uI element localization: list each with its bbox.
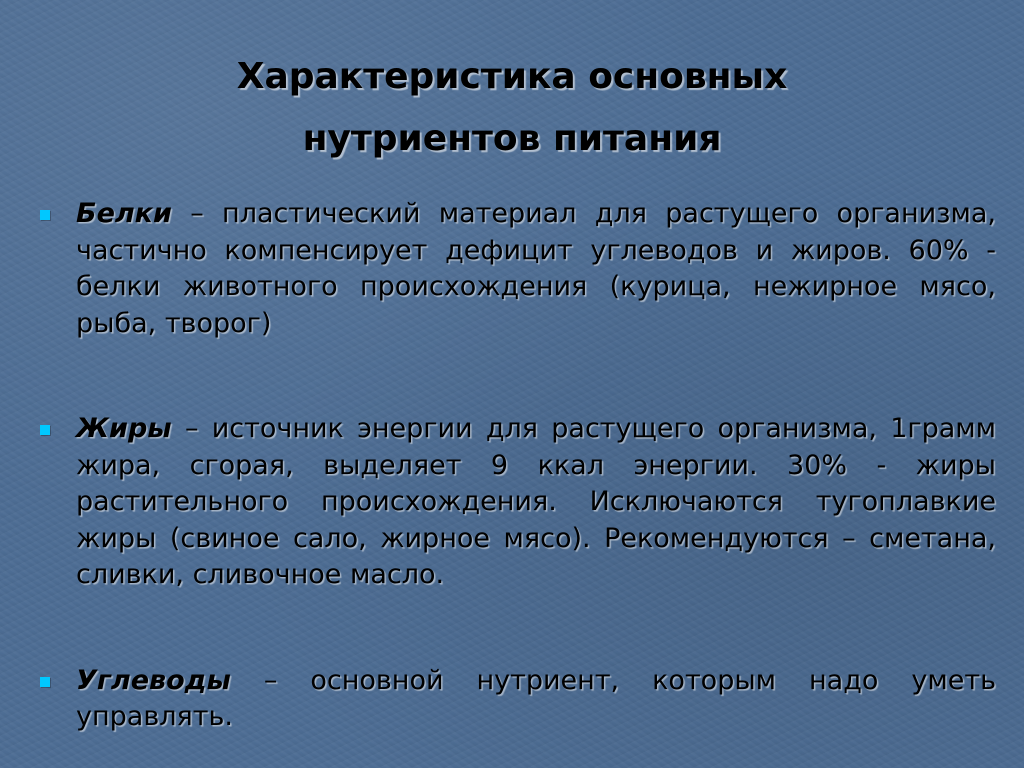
bullet-list xyxy=(38,196,996,736)
bullet-term: Белки xyxy=(76,198,172,229)
square-bullet-icon xyxy=(40,425,50,435)
bullet-term: Жиры xyxy=(76,413,172,444)
slide-title-line-1: Характеристика основных xyxy=(236,56,788,97)
square-bullet-icon xyxy=(40,210,50,220)
bullet-text: – пластический материал для растущего организма, частично компенсирует дефицит углеводов и жиров. 60% - белки животного происхождения (курица, нежирное мясо, рыба, творог) xyxy=(76,198,996,339)
bullet-item-carbohydrates xyxy=(38,663,996,736)
bullet-text: – источник энергии для растущего организма, 1грамм жира, сгорая, выделяет 9 ккал энергии. 30% - жиры растительного происхождения. Исключаются тугоплавкие жиры (свиное сало, жирное мясо). Рекомендуются – сметана, сливки, сливочное масло. xyxy=(76,413,996,590)
square-bullet-icon xyxy=(40,677,50,687)
slide-title xyxy=(120,46,904,170)
bullet-item-fats xyxy=(38,411,996,594)
bullet-term: Углеводы xyxy=(76,664,231,696)
bullet-item-proteins xyxy=(38,196,996,342)
bullet-text: – основной нутриент, которым надо уметь управлять. xyxy=(76,664,996,732)
slide-title-line-2: нутриентов питания xyxy=(302,118,722,159)
